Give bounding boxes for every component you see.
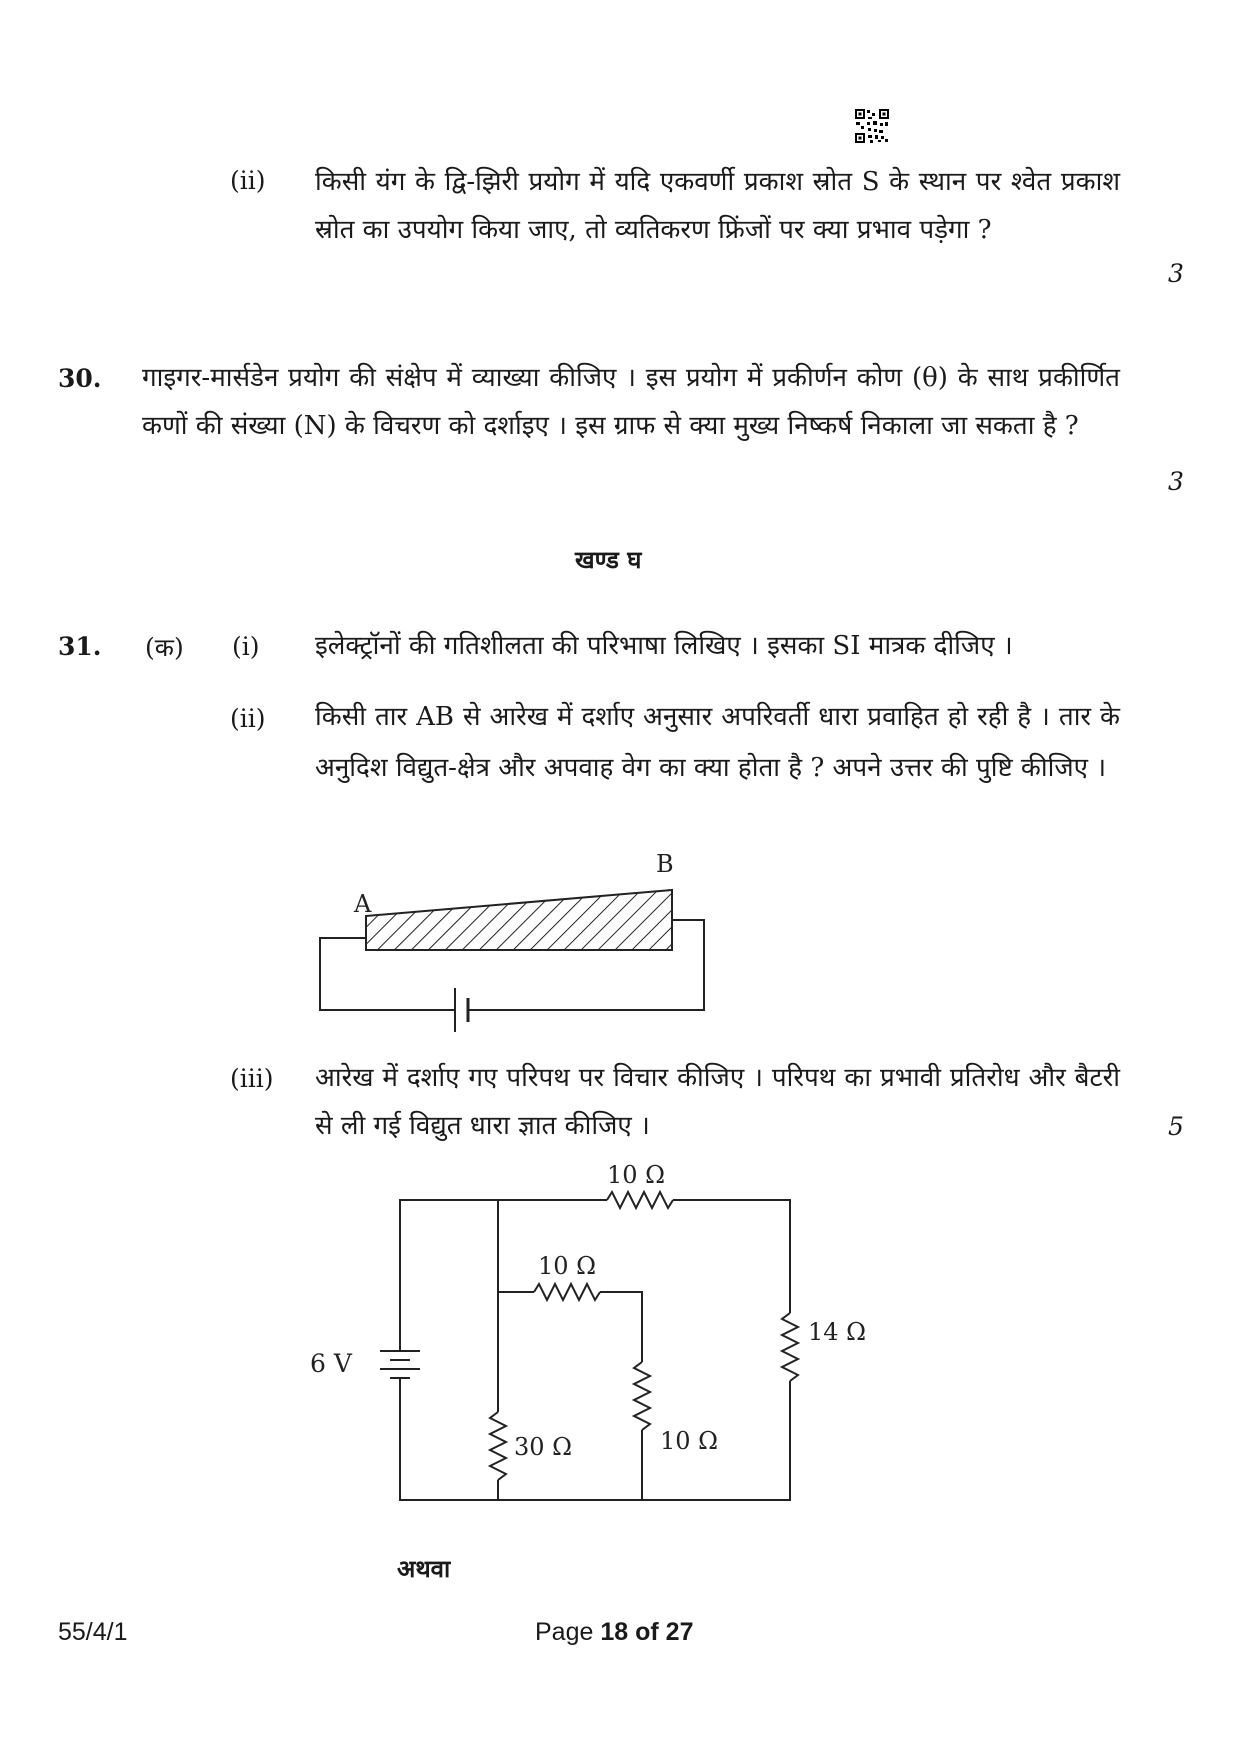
resistor-circuit-diagram xyxy=(300,1150,900,1510)
qr-code-icon xyxy=(854,108,890,144)
tapered-wire xyxy=(366,890,672,950)
question-text: इलेक्ट्रॉनों की गतिशीलता की परिभाषा लिखिए । इसका SI मात्रक दीजिए । xyxy=(315,631,1013,661)
question-text: गाइगर-मार्सडेन प्रयोग की संक्षेप में व्याख्या कीजिए । इस प्रयोग में प्रकीर्णन कोण (θ) के साथ प्रकीर्णित कणों की संख्या (N) के विचरण को दर्शाइए । इस ग्राफ से क्या मुख्य निष्कर्ष निकाला जा सकता है ? xyxy=(142,363,1120,441)
circuit-wire xyxy=(600,1292,642,1362)
page-total: 27 xyxy=(665,1618,694,1646)
question-text: किसी तार AB से आरेख में दर्शाए अनुसार अपरिवर्ती धारा प्रवाहित हो रही है । तार के अनुदिश विद्युत-क्षेत्र और अपवाह वेग का क्या होता है ? अपने उत्तर की पुष्टि कीजिए । xyxy=(315,702,1120,783)
page-current: 18 xyxy=(600,1618,629,1646)
label-a: A xyxy=(354,890,372,918)
section-heading: खण्ड घ xyxy=(575,545,642,574)
battery-label: 6 V xyxy=(310,1349,352,1378)
question-text: किसी यंग के द्वि-झिरी प्रयोग में यदि एकवर्णी प्रकाश स्रोत S के स्थान पर श्वेत प्रकाश स्रोत का उपयोग किया जाए, तो व्यतिकरण फ्रिंजों पर क्या प्रभाव पड़ेगा ? xyxy=(315,167,1120,245)
of-word: of xyxy=(635,1618,659,1646)
marks: 3 xyxy=(1168,259,1184,288)
marks: 3 xyxy=(1168,467,1184,496)
resistor-left xyxy=(490,1412,506,1480)
resistor-right-label: 14 Ω xyxy=(808,1318,867,1346)
question-number: 31. xyxy=(58,632,102,661)
circuit-wire xyxy=(673,1200,790,1313)
page-indicator xyxy=(535,1618,693,1647)
or-separator: अथवा xyxy=(397,1554,451,1583)
page-word: Page xyxy=(535,1618,594,1646)
resistor-top-label: 10 Ω xyxy=(607,1161,666,1189)
part-label: (ii) xyxy=(230,166,266,195)
marks: 5 xyxy=(1168,1112,1184,1141)
option-label: (क) xyxy=(145,633,184,662)
resistor-left-label: 30 Ω xyxy=(514,1433,573,1461)
resistor-inner-top xyxy=(534,1284,600,1300)
resistor-middle xyxy=(634,1362,650,1430)
question-text: आरेख में दर्शाए गए परिपथ पर विचार कीजिए । परिपथ का प्रभावी प्रतिरोध और बैटरी से ली गई विद्युत धारा ज्ञात कीजिए । xyxy=(315,1063,1120,1141)
resistor-right xyxy=(782,1313,798,1381)
paper-code: 55/4/1 xyxy=(58,1618,128,1646)
part-label: (i) xyxy=(232,632,260,661)
part-label: (iii) xyxy=(230,1064,274,1093)
resistor-inner-top-label: 10 Ω xyxy=(538,1252,597,1280)
wire-ab-diagram xyxy=(300,840,720,1040)
part-label: (ii) xyxy=(230,704,266,733)
label-b: B xyxy=(656,850,674,878)
resistor-top xyxy=(607,1192,673,1208)
circuit-wire xyxy=(400,1379,790,1500)
resistor-middle-label: 10 Ω xyxy=(660,1427,719,1455)
question-number: 30. xyxy=(58,364,102,393)
